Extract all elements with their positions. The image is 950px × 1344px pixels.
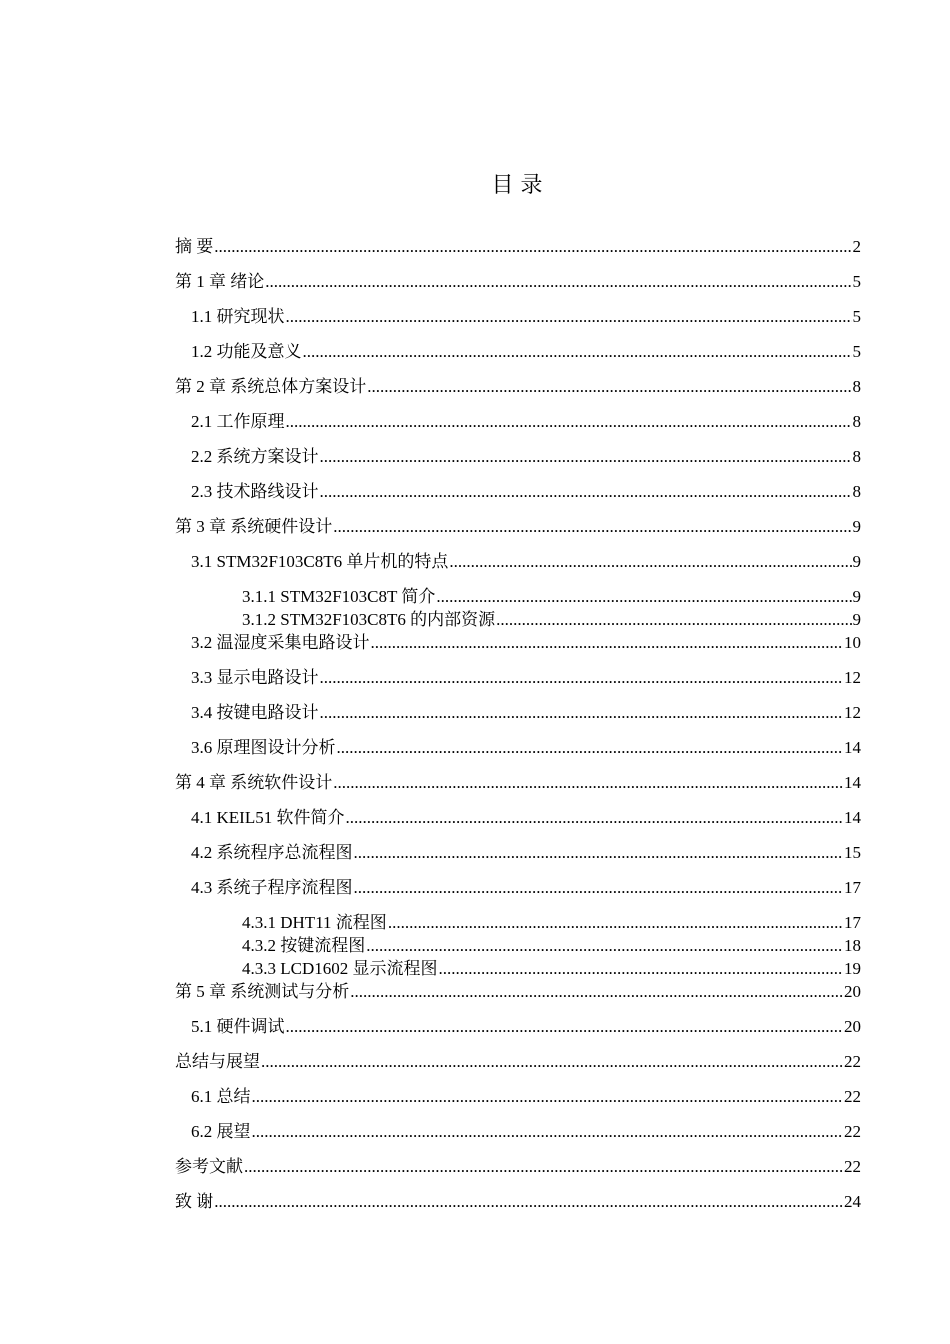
toc-entry-label: 3.6 原理图设计分析 bbox=[191, 738, 336, 757]
table-of-contents bbox=[175, 222, 861, 1212]
toc-entry[interactable] bbox=[175, 607, 861, 630]
toc-leader-dots bbox=[320, 703, 844, 723]
toc-entry-page-number: 14 bbox=[844, 808, 861, 827]
toc-entry-page-number: 9 bbox=[852, 610, 861, 629]
toc-entry-label: 第 4 章 系统软件设计 bbox=[175, 773, 333, 792]
toc-entry-label: 4.2 系统程序总流程图 bbox=[191, 843, 353, 862]
toc-entry[interactable] bbox=[175, 1177, 861, 1212]
toc-leader-dots bbox=[286, 1017, 844, 1037]
toc-leader-dots bbox=[252, 1087, 844, 1107]
toc-entry[interactable] bbox=[175, 572, 861, 607]
toc-entry-label: 4.3.1 DHT11 流程图 bbox=[242, 913, 387, 932]
toc-entry-label: 第 5 章 系统测试与分析 bbox=[175, 982, 350, 1001]
toc-entry-label: 3.1.1 STM32F103C8T 简介 bbox=[242, 587, 436, 606]
toc-leader-dots bbox=[439, 959, 844, 979]
toc-entry[interactable] bbox=[175, 327, 861, 362]
toc-entry[interactable] bbox=[175, 828, 861, 863]
toc-leader-dots bbox=[371, 633, 844, 653]
toc-entry-label: 2.3 技术路线设计 bbox=[191, 482, 319, 501]
toc-entry-page-number: 24 bbox=[844, 1192, 861, 1211]
toc-entry[interactable] bbox=[175, 863, 861, 898]
toc-entry-page-number: 22 bbox=[844, 1052, 861, 1071]
toc-leader-dots bbox=[261, 1052, 843, 1072]
toc-entry-page-number: 17 bbox=[844, 913, 861, 932]
toc-leader-dots bbox=[252, 1122, 844, 1142]
toc-leader-dots bbox=[303, 342, 852, 362]
toc-leader-dots bbox=[449, 552, 851, 572]
toc-entry-label: 3.4 按键电路设计 bbox=[191, 703, 319, 722]
toc-entry[interactable] bbox=[175, 397, 861, 432]
toc-entry[interactable] bbox=[175, 362, 861, 397]
toc-entry-page-number: 20 bbox=[844, 982, 861, 1001]
toc-entry-label: 4.1 KEIL51 软件简介 bbox=[191, 808, 345, 827]
toc-leader-dots bbox=[354, 878, 844, 898]
toc-entry-page-number: 15 bbox=[844, 843, 861, 862]
toc-leader-dots bbox=[350, 982, 843, 1002]
toc-entry-page-number: 10 bbox=[844, 633, 861, 652]
toc-entry-label: 摘 要 bbox=[175, 237, 214, 256]
toc-leader-dots bbox=[333, 517, 851, 537]
toc-entry[interactable] bbox=[175, 537, 861, 572]
toc-entry[interactable] bbox=[175, 630, 861, 653]
toc-entry-page-number: 12 bbox=[844, 703, 861, 722]
toc-entry-page-number: 19 bbox=[844, 959, 861, 978]
toc-entry-label: 第 3 章 系统硬件设计 bbox=[175, 517, 333, 536]
toc-entry-page-number: 22 bbox=[844, 1122, 861, 1141]
toc-entry-page-number: 9 bbox=[852, 587, 861, 606]
toc-entry-label: 3.1.2 STM32F103C8T6 的内部资源 bbox=[242, 610, 496, 629]
toc-entry-page-number: 17 bbox=[844, 878, 861, 897]
toc-entry[interactable] bbox=[175, 1037, 861, 1072]
toc-entry-page-number: 8 bbox=[852, 447, 861, 466]
toc-entry[interactable] bbox=[175, 1072, 861, 1107]
toc-entry[interactable] bbox=[175, 292, 861, 327]
toc-leader-dots bbox=[320, 668, 844, 688]
toc-entry[interactable] bbox=[175, 1142, 861, 1177]
toc-entry-label: 参考文献 bbox=[175, 1157, 243, 1176]
toc-entry-page-number: 8 bbox=[852, 482, 861, 501]
toc-leader-dots bbox=[388, 913, 843, 933]
toc-entry[interactable] bbox=[175, 933, 861, 956]
toc-entry-label: 2.1 工作原理 bbox=[191, 412, 285, 431]
toc-leader-dots bbox=[320, 482, 852, 502]
toc-leader-dots bbox=[244, 1157, 843, 1177]
toc-entry-label: 4.3.2 按键流程图 bbox=[242, 936, 366, 955]
toc-entry-page-number: 20 bbox=[844, 1017, 861, 1036]
toc-leader-dots bbox=[286, 307, 852, 327]
toc-entry-page-number: 22 bbox=[844, 1157, 861, 1176]
toc-leader-dots bbox=[496, 610, 851, 630]
toc-entry-label: 1.1 研究现状 bbox=[191, 307, 285, 326]
toc-entry-label: 1.2 功能及意义 bbox=[191, 342, 302, 361]
toc-entry[interactable] bbox=[175, 793, 861, 828]
toc-entry-label: 3.2 温湿度采集电路设计 bbox=[191, 633, 370, 652]
toc-entry[interactable] bbox=[175, 688, 861, 723]
toc-entry[interactable] bbox=[175, 432, 861, 467]
toc-entry[interactable] bbox=[175, 723, 861, 758]
toc-leader-dots bbox=[265, 272, 851, 292]
page-title: 目 录 bbox=[491, 173, 543, 198]
toc-entry[interactable] bbox=[175, 898, 861, 933]
toc-entry-page-number: 5 bbox=[852, 342, 861, 361]
toc-entry-page-number: 9 bbox=[852, 552, 861, 571]
toc-leader-dots bbox=[214, 237, 851, 257]
toc-entry-page-number: 14 bbox=[844, 773, 861, 792]
toc-entry-label: 第 2 章 系统总体方案设计 bbox=[175, 377, 367, 396]
toc-entry[interactable] bbox=[175, 1002, 861, 1037]
toc-entry[interactable] bbox=[175, 467, 861, 502]
toc-entry-page-number: 12 bbox=[844, 668, 861, 687]
toc-leader-dots bbox=[345, 808, 843, 828]
toc-entry-label: 2.2 系统方案设计 bbox=[191, 447, 319, 466]
toc-entry-label: 总结与展望 bbox=[175, 1052, 260, 1071]
toc-entry-label: 6.1 总结 bbox=[191, 1087, 251, 1106]
toc-leader-dots bbox=[320, 447, 852, 467]
toc-entry-label: 致 谢 bbox=[175, 1192, 214, 1211]
toc-entry[interactable] bbox=[175, 222, 861, 257]
toc-entry[interactable] bbox=[175, 979, 861, 1002]
toc-entry[interactable] bbox=[175, 1107, 861, 1142]
toc-entry-label: 5.1 硬件调试 bbox=[191, 1017, 285, 1036]
toc-entry-label: 4.3 系统子程序流程图 bbox=[191, 878, 353, 897]
toc-leader-dots bbox=[286, 412, 852, 432]
toc-entry[interactable] bbox=[175, 956, 861, 979]
toc-entry[interactable] bbox=[175, 653, 861, 688]
toc-entry-page-number: 2 bbox=[852, 237, 861, 256]
toc-leader-dots bbox=[333, 773, 843, 793]
toc-leader-dots bbox=[337, 738, 844, 758]
toc-leader-dots bbox=[436, 587, 851, 607]
toc-entry-page-number: 8 bbox=[852, 377, 861, 396]
toc-entry[interactable] bbox=[175, 758, 861, 793]
toc-entry-page-number: 9 bbox=[852, 517, 861, 536]
toc-entry-label: 4.3.3 LCD1602 显示流程图 bbox=[242, 959, 438, 978]
toc-leader-dots bbox=[367, 377, 851, 397]
toc-entry[interactable] bbox=[175, 502, 861, 537]
toc-leader-dots bbox=[214, 1192, 843, 1212]
toc-entry-page-number: 5 bbox=[852, 307, 861, 326]
toc-entry[interactable] bbox=[175, 257, 861, 292]
toc-leader-dots bbox=[354, 843, 844, 863]
toc-entry-page-number: 5 bbox=[852, 272, 861, 291]
toc-entry-label: 3.3 显示电路设计 bbox=[191, 668, 319, 687]
toc-entry-label: 3.1 STM32F103C8T6 单片机的特点 bbox=[191, 552, 449, 571]
toc-entry-page-number: 22 bbox=[844, 1087, 861, 1106]
toc-entry-label: 第 1 章 绪论 bbox=[175, 272, 265, 291]
toc-entry-label: 6.2 展望 bbox=[191, 1122, 251, 1141]
toc-leader-dots bbox=[366, 936, 843, 956]
toc-entry-page-number: 14 bbox=[844, 738, 861, 757]
toc-entry-page-number: 8 bbox=[852, 412, 861, 431]
toc-entry-page-number: 18 bbox=[844, 936, 861, 955]
